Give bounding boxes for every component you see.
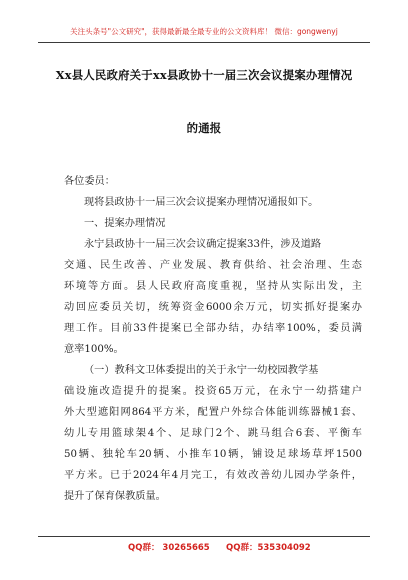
body-line: 理工作。目前33件提案已全部办结，办结率100%，委员满 (64, 323, 362, 334)
document-title-continued: 的通报 (186, 121, 222, 135)
body-line: 幼儿专用篮球架4个、足球门2个、跳马组合6套、平衡车 (64, 428, 362, 439)
body-line: 意率100%。 (64, 344, 124, 355)
footer-divider (38, 536, 370, 537)
salutation: 各位委员： (64, 176, 115, 187)
qq-group-left: QQ群： 30265665 (128, 543, 210, 553)
intro-paragraph: 现将县政协十一届三次会议提案办理情况通报如下。 (84, 197, 319, 208)
body-line: 交通、民生改善、产业发展、教育供给、社会治理、生态 (64, 260, 362, 271)
promo-banner: 关注头条号"公文研究"，获得最新最全最专业的公文资料库！ 微信：gongwenyj (70, 27, 338, 36)
body-line: 外大型遮阳网864平方米，配置户外综合体能训练器械1套、 (64, 407, 362, 418)
qq-group-right: QQ群：535304092 (226, 543, 311, 553)
section-heading: 一、提案办理情况 (84, 218, 166, 229)
body-line: 提升了保育保教质量。 (64, 491, 166, 502)
body-line: 永宁县政协十一届三次会议确定提案33件，涉及道路 (84, 239, 322, 250)
body-line: 50辆、独轮车20辆、小推车10辆，铺设足球场草坪1500 (64, 449, 362, 460)
body-line: 环境等方面。县人民政府高度重视，坚持从实际出发，主 (64, 281, 362, 292)
body-line: 动回应委员关切，统筹资金6000余万元，切实抓好提案办 (64, 302, 362, 313)
document-title: Xx县人民政府关于xx县政协十一届三次会议提案办理情况 (55, 68, 353, 82)
body-line: （一）教科文卫体委提出的关于永宁一幼校园教学基 (84, 365, 319, 376)
body-line: 础设施改造提升的提案。投资65万元，在永宁一幼搭建户 (64, 386, 362, 397)
header-divider (38, 42, 370, 43)
body-line: 平方米。已于2024年4月完工，有效改善幼儿园办学条件， (64, 470, 362, 481)
document-body (64, 171, 362, 507)
